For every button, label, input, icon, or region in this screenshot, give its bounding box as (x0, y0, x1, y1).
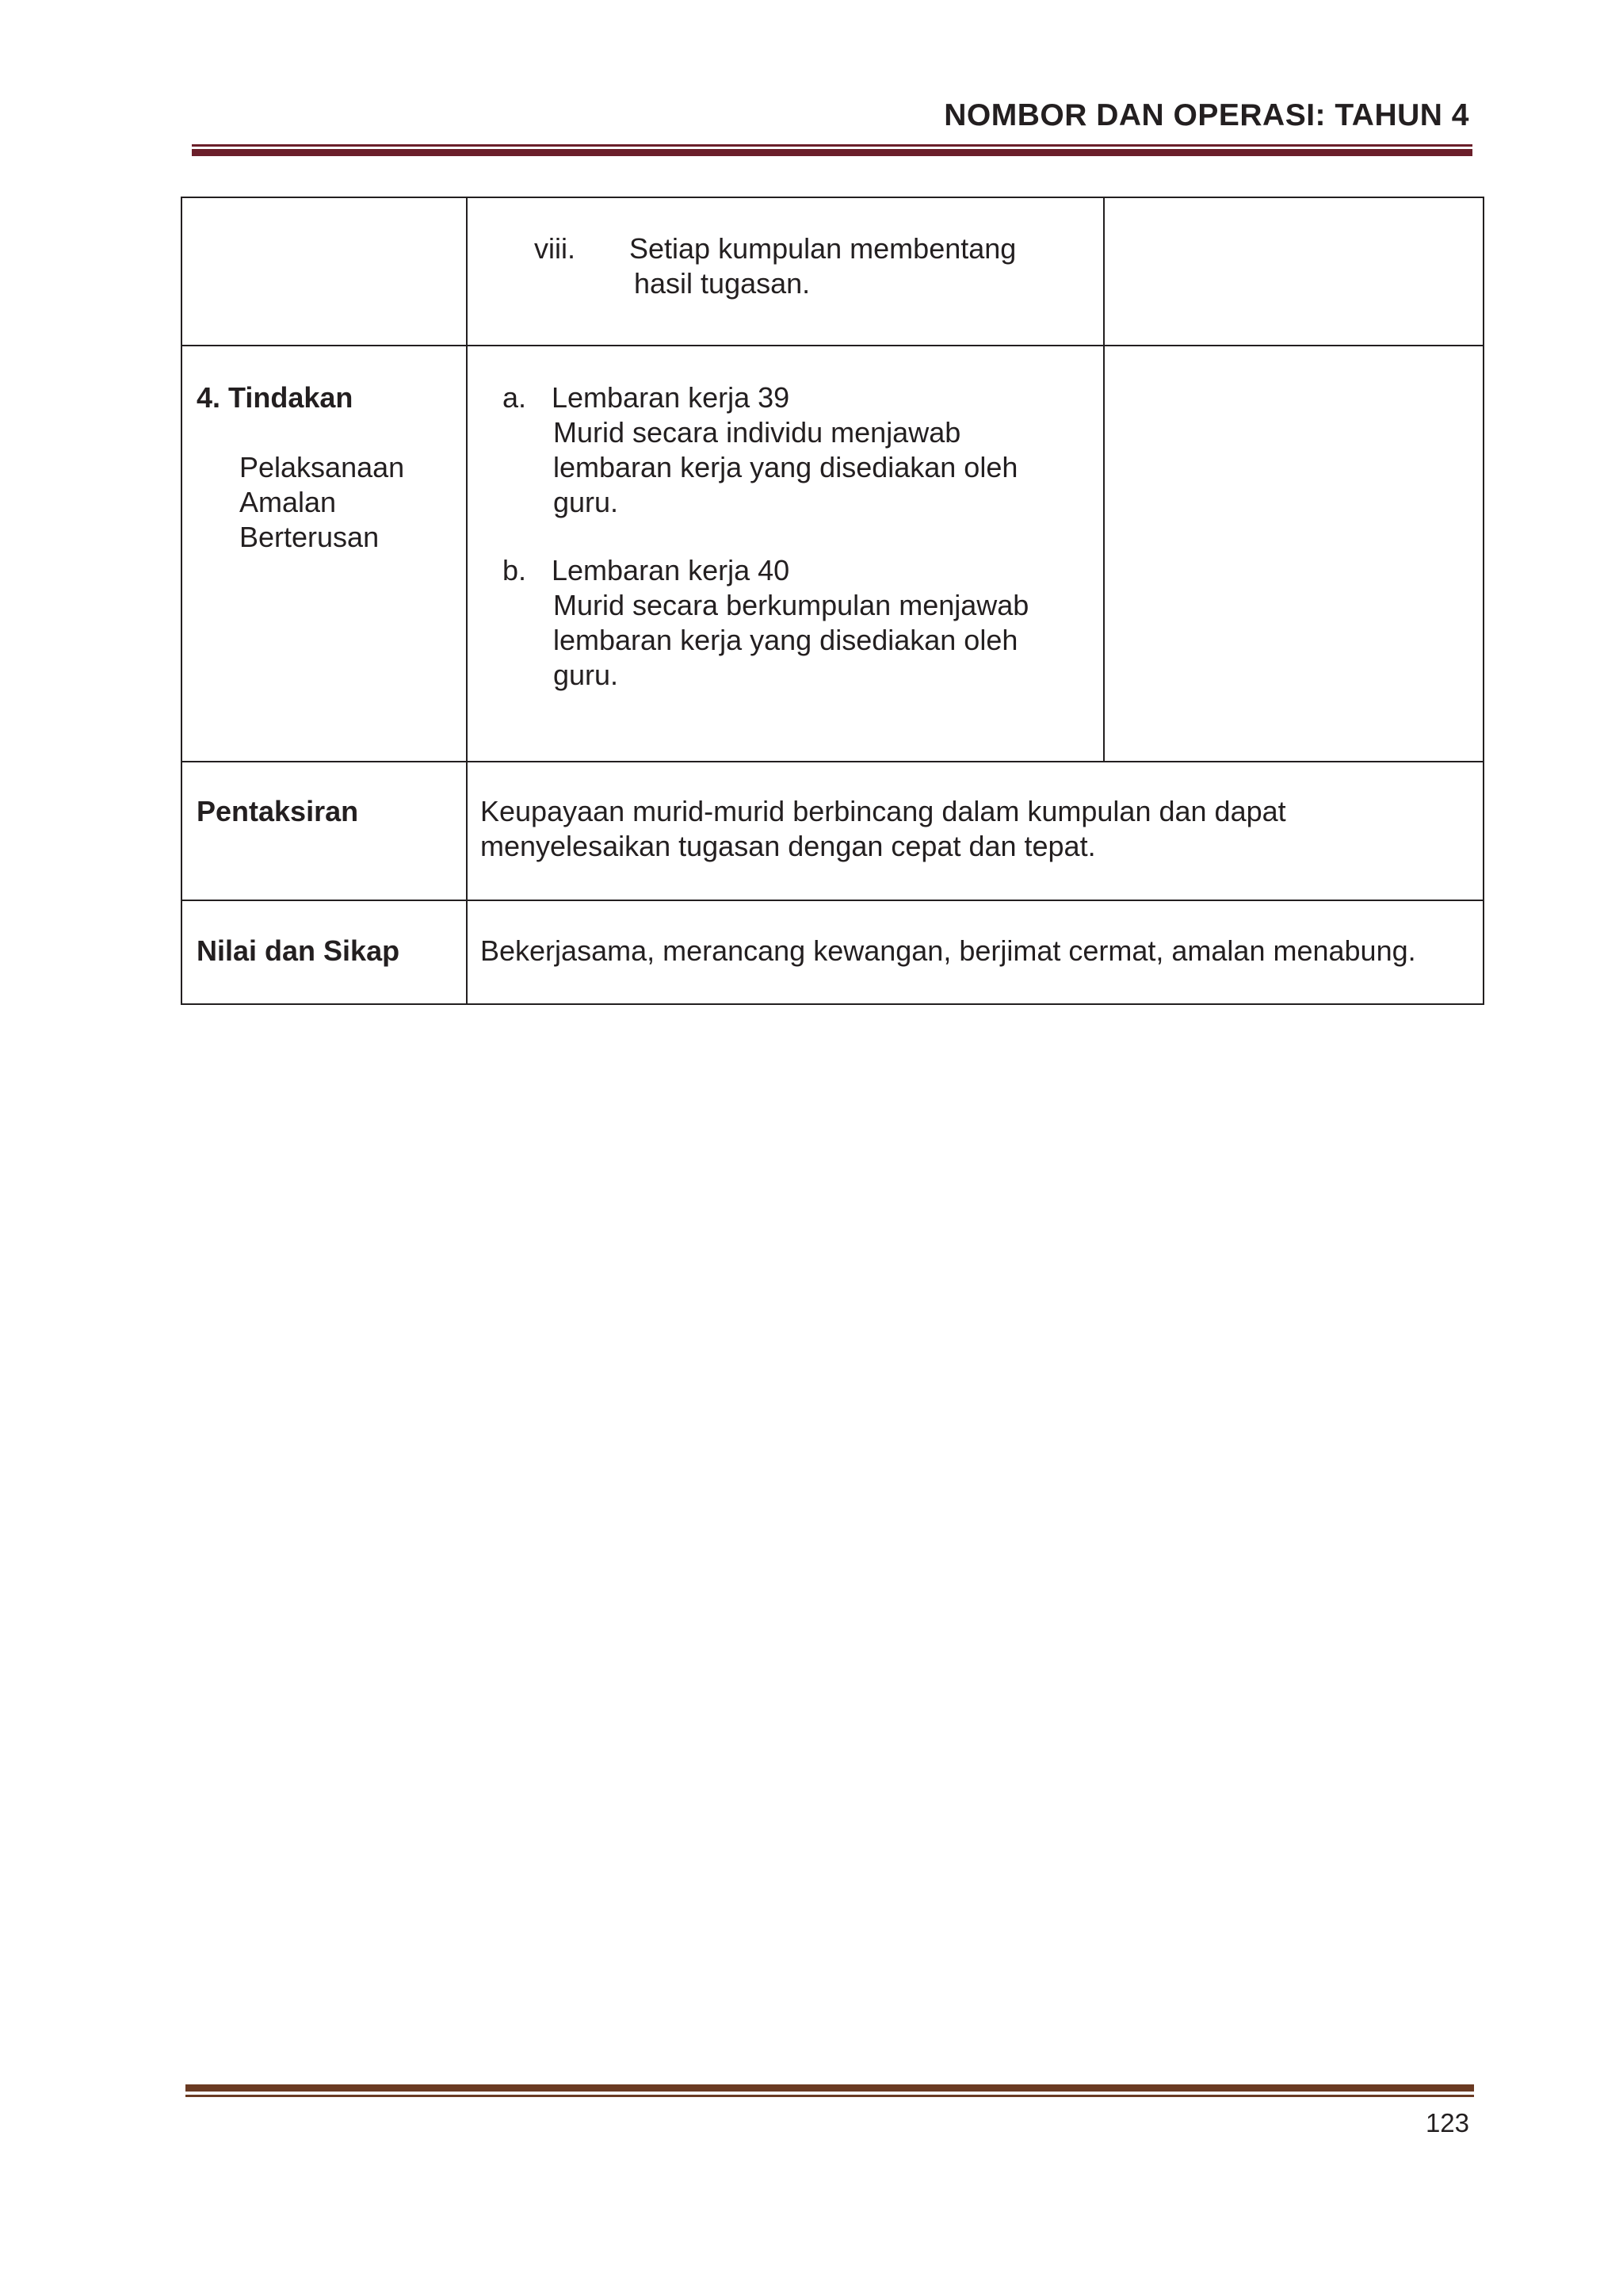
assessment-text: Keupayaan murid-murid berbincang dalam kumpulan dan dapat (480, 795, 1286, 827)
header-rule-thick (192, 149, 1472, 156)
activity-a-description: guru. (553, 486, 619, 518)
row-divider (182, 345, 1483, 346)
row-divider (182, 900, 1483, 901)
stage-heading: 4. Tindakan (197, 381, 353, 414)
values-label: Nilai dan Sikap (197, 934, 400, 967)
footer-rule-thin (185, 2095, 1474, 2097)
activity-b-description: guru. (553, 659, 619, 691)
activity-a-description: Murid secara individu menjawab (553, 416, 961, 449)
lesson-plan-table (181, 197, 1484, 1005)
activity-b-marker: b. (502, 554, 527, 586)
footer-rule-thick (185, 2084, 1474, 2092)
list-item-marker: viii. (534, 232, 575, 265)
list-item-text: hasil tugasan. (634, 267, 811, 300)
activity-a-title: Lembaran kerja 39 (552, 381, 790, 414)
header-rule-thin (192, 144, 1472, 147)
page-number: 123 (1425, 2108, 1469, 2137)
page-header-title: NOMBOR DAN OPERASI: TAHUN 4 (944, 98, 1469, 132)
stage-subheading: Berterusan (239, 521, 380, 553)
stage-subheading: Pelaksanaan (239, 451, 405, 483)
stage-subheading: Amalan (239, 486, 337, 518)
activity-b-description: Murid secara berkumpulan menjawab (553, 589, 1029, 621)
values-text: Bekerjasama, merancang kewangan, berjimat cermat, amalan menabung. (480, 934, 1416, 967)
column-divider (466, 198, 468, 1003)
list-item-text: Setiap kumpulan membentang (629, 232, 1017, 265)
activity-b-description: lembaran kerja yang disediakan oleh (553, 624, 1018, 656)
assessment-text: menyelesaikan tugasan dengan cepat dan tepat. (480, 830, 1096, 862)
assessment-label: Pentaksiran (197, 795, 359, 827)
activity-a-description: lembaran kerja yang disediakan oleh (553, 451, 1018, 483)
row-divider (182, 761, 1483, 762)
column-divider (1103, 198, 1105, 761)
activity-a-marker: a. (502, 381, 527, 414)
activity-b-title: Lembaran kerja 40 (552, 554, 790, 586)
